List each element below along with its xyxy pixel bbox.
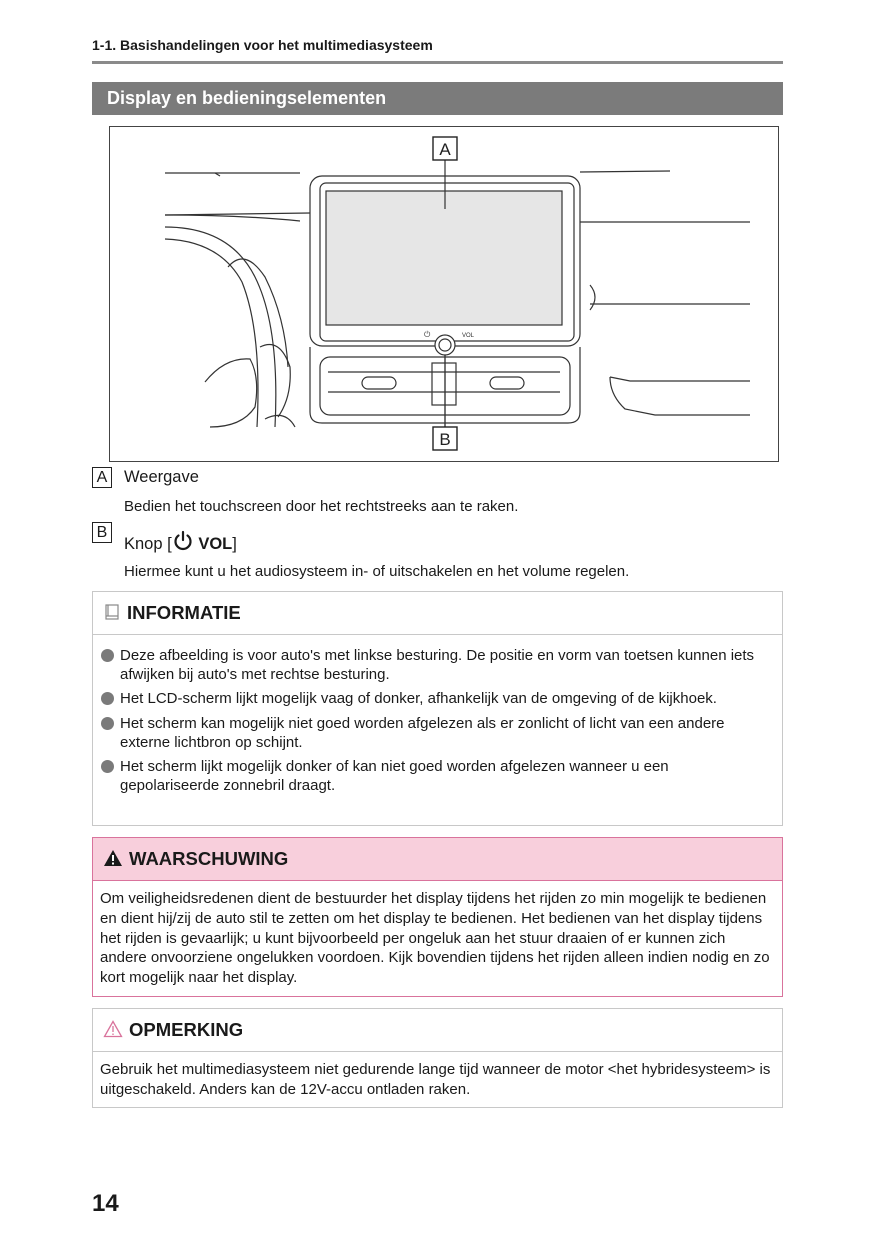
list-item: Het LCD-scherm lijkt mogelijk vaag of donker, afhankelijk van de omgeving of de kijkhoek. xyxy=(101,689,768,708)
item-b-title-prefix: Knop [ xyxy=(124,535,172,553)
warning-body: Om veiligheidsredenen dient de bestuurder het display tijdens het rijden zo min mogelijk te bedienen en dient hij/zij de auto stil te zetten om het display te bedienen. Het bedienen van het display tijdens het rijden is gevaarlijk; u kunt bijvoorbeeld per ongeluk aan het stuur draaien of er kunnen zich andere onvoorziene ongelukken voordoen. Kijk bovendien tijdens het rijden alleen indien nodig en zo kort mogelijk naar het display. xyxy=(100,890,770,987)
vol-label: VOL xyxy=(198,535,233,553)
item-a xyxy=(92,467,112,488)
warning-triangle-icon xyxy=(103,840,123,882)
item-b-title-suffix: ] xyxy=(232,535,237,553)
information-header xyxy=(93,592,782,635)
callout-b xyxy=(433,355,457,450)
item-b xyxy=(92,522,112,543)
display-screen xyxy=(326,191,562,325)
running-header: 1-1. Basishandelingen voor het multimediasysteem xyxy=(92,37,433,53)
information-list xyxy=(93,635,782,795)
notice-body: Gebruik het multimediasysteem niet gedurende lange tijd wanneer de motor <het hybridesysteem> is uitgeschakeld. Anders kan de 12V-accu ontladen raken. xyxy=(100,1061,771,1098)
item-b-title xyxy=(124,530,237,557)
information-box xyxy=(92,591,783,826)
bullet-icon xyxy=(101,717,114,730)
item-a-description: Bedien het touchscreen door het rechtstreeks aan te raken. xyxy=(124,498,519,515)
list-item: Deze afbeelding is voor auto's met linkse besturing. De positie en vorm van toetsen kunnen iets afwijken bij auto's met rechtse besturing. xyxy=(101,646,768,684)
warning-header xyxy=(93,838,782,881)
bullet-icon xyxy=(101,692,114,705)
item-a-title: Weergave xyxy=(124,468,199,486)
book-icon xyxy=(103,594,121,636)
notice-title: OPMERKING xyxy=(129,1019,244,1040)
item-b-label: B xyxy=(92,522,112,543)
warning-title: WAARSCHUWING xyxy=(129,848,289,869)
dashboard-illustration xyxy=(109,126,779,462)
list-item: Het scherm kan mogelijk niet goed worden afgelezen als er zonlicht of licht van een andere externe lichtbron op schijnt. xyxy=(101,714,768,752)
header-rule xyxy=(92,61,783,64)
list-item: Het scherm lijkt mogelijk donker of kan niet goed worden afgelezen wanneer u een gepolariseerde zonnebril draagt. xyxy=(101,757,768,795)
bullet-icon xyxy=(101,760,114,773)
power-vol-knob xyxy=(424,330,475,355)
warning-box xyxy=(92,837,783,997)
notice-header xyxy=(93,1009,782,1052)
bullet-icon xyxy=(101,649,114,662)
callout-a-label: A xyxy=(439,140,451,159)
item-b-description: Hiermee kunt u het audiosysteem in- of uitschakelen en het volume regelen. xyxy=(124,563,630,580)
steering-wheel-icon xyxy=(165,227,295,427)
callout-b-label: B xyxy=(439,430,451,449)
section-title: Display en bedieningselementen xyxy=(92,82,783,115)
power-icon xyxy=(172,530,194,557)
power-icon: ⏻ xyxy=(424,330,431,339)
vol-label: VOL xyxy=(462,333,475,339)
notice-box xyxy=(92,1008,783,1108)
caution-triangle-icon xyxy=(103,1011,123,1053)
item-a-label: A xyxy=(92,467,112,488)
page-number: 14 xyxy=(92,1190,119,1217)
information-title: INFORMATIE xyxy=(127,602,241,623)
